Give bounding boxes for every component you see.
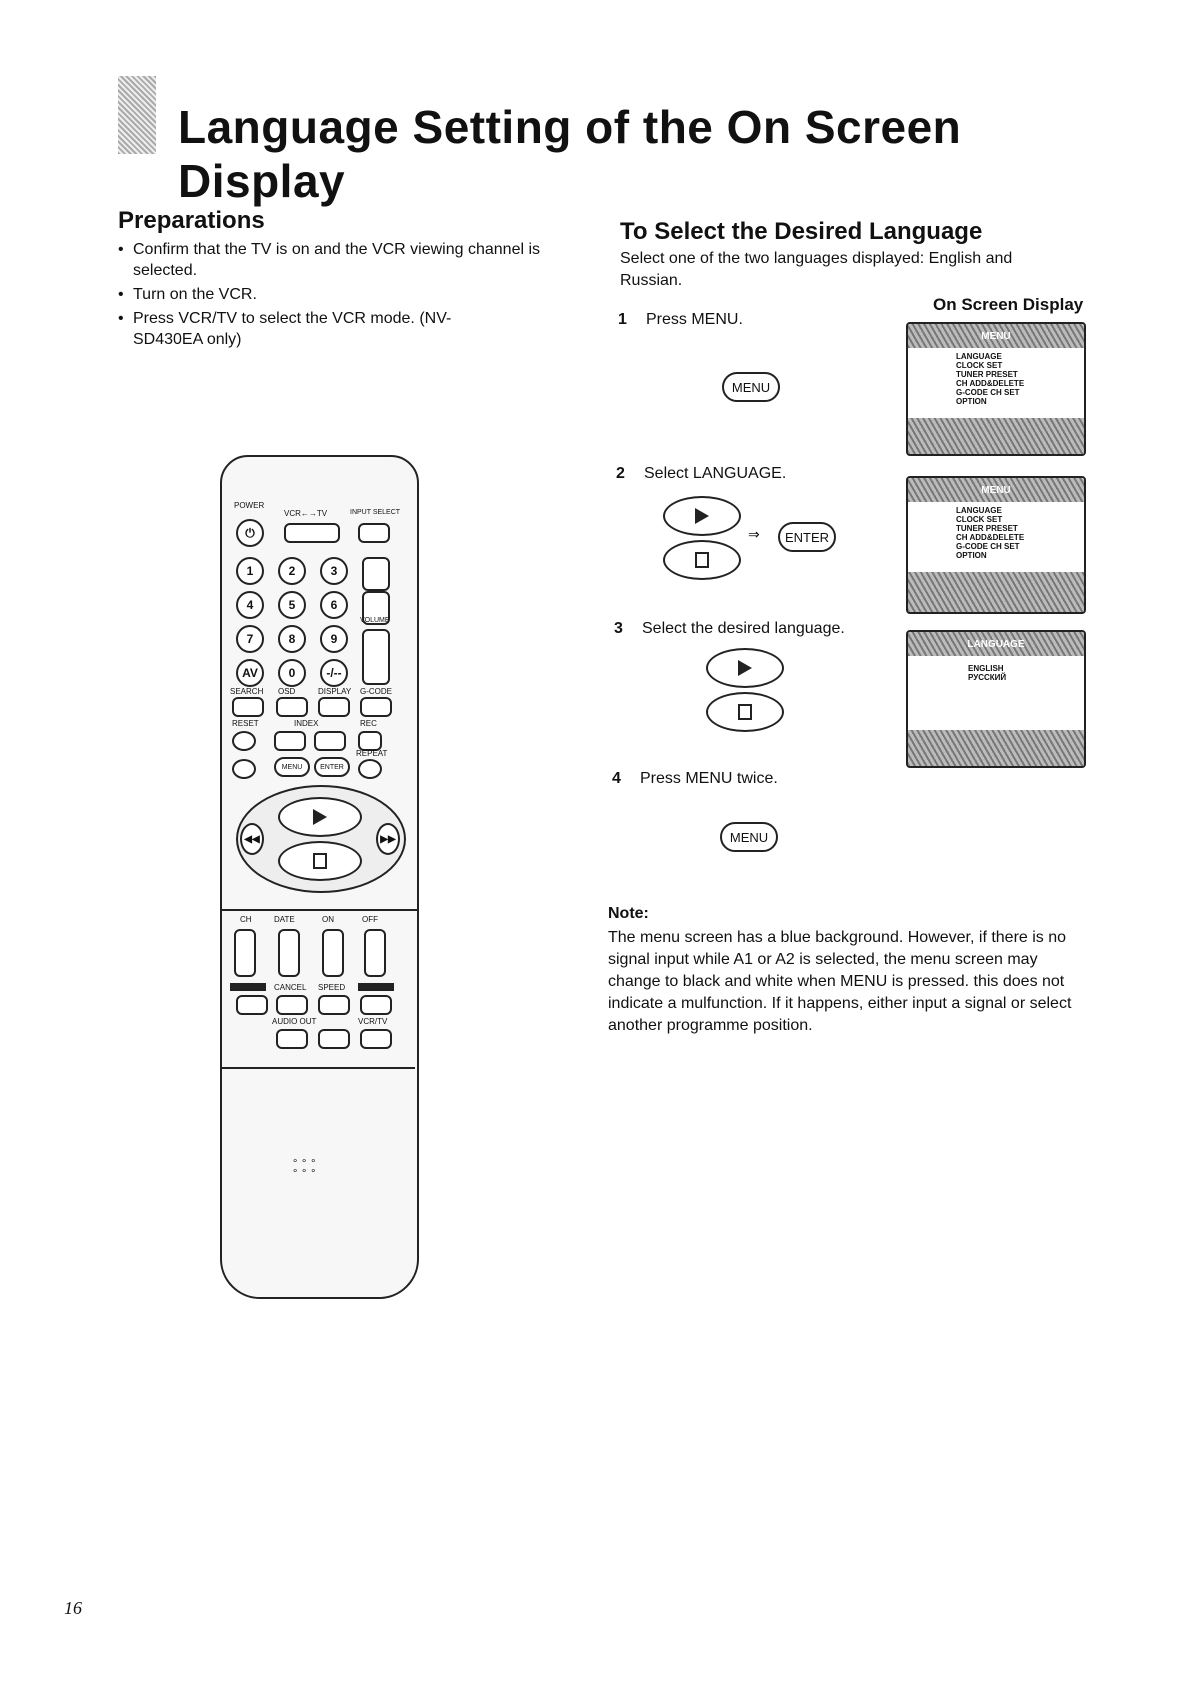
gcode-button[interactable]	[360, 697, 392, 717]
stop-icon	[313, 853, 327, 869]
key-button[interactable]: 1	[236, 557, 264, 585]
step-4	[612, 770, 778, 788]
remote-label: CH	[240, 915, 252, 924]
list-item: • Turn on the VCR.	[118, 284, 598, 305]
remote-label: VCR/TV	[358, 1017, 388, 1026]
ir-window-icon: ∘ ∘ ∘ ∘ ∘ ∘	[292, 1156, 317, 1177]
step-number: 2	[616, 465, 625, 482]
osd-item: CLOCK SET	[956, 515, 1003, 524]
remote-label: VCR←→TV	[284, 509, 328, 518]
osd-item: ENGLISH	[968, 664, 1004, 673]
osd-footer-bar	[908, 730, 1084, 766]
osd-menu-screen-1	[906, 322, 1086, 456]
osd-language-items	[968, 664, 1006, 682]
preparations-section	[118, 207, 598, 353]
step-number: 1	[618, 311, 627, 328]
timer-date-button[interactable]	[278, 929, 300, 977]
play-up-icon	[738, 660, 752, 676]
up-button[interactable]	[706, 648, 784, 688]
osd-item: CLOCK SET	[956, 361, 1003, 370]
key-button[interactable]: AV	[236, 659, 264, 687]
preparations-heading: Preparations	[118, 207, 265, 234]
timer-on-button[interactable]	[322, 929, 344, 977]
prog-label-bar	[230, 983, 266, 991]
select-heading: To Select the Desired Language	[620, 218, 983, 245]
osd-item: G-CODE CH SET	[956, 542, 1020, 551]
step-text: Press MENU twice.	[640, 770, 778, 787]
remote-control	[220, 455, 419, 1299]
stop-button[interactable]	[278, 841, 362, 881]
timer-rec-button[interactable]	[360, 995, 392, 1015]
note-text: The menu screen has a blue background. However, if there is no signal input while A1 or A2 is selected, the menu screen may change to black and white when MENU is pressed. this does not indicate a mulfunction. If it happens, either input a signal or select another programme position.	[608, 929, 1072, 1034]
volume-button[interactable]	[362, 629, 390, 685]
note-section	[608, 905, 1078, 1037]
timer-rec-label-bar	[358, 983, 394, 991]
audio-out-button[interactable]	[276, 1029, 308, 1049]
play-up-icon	[695, 508, 709, 524]
vcr-tv-small-button[interactable]	[360, 1029, 392, 1049]
remote-label: INDEX	[294, 719, 319, 728]
remote-label: CANCEL	[274, 983, 307, 992]
remote-label: REC	[360, 719, 377, 728]
power-button[interactable]: ⏻	[236, 519, 264, 547]
osd-title-bar: MENU	[908, 324, 1084, 348]
key-button[interactable]: 2	[278, 557, 306, 585]
osd-button[interactable]	[276, 697, 308, 717]
pause-button[interactable]	[232, 759, 256, 779]
key-button[interactable]: 8	[278, 625, 306, 653]
key-button[interactable]: 9	[320, 625, 348, 653]
arrow-right-icon: ⇒	[748, 526, 760, 542]
key-button[interactable]: 6	[320, 591, 348, 619]
rec-button[interactable]	[358, 731, 382, 751]
up-button[interactable]	[663, 496, 741, 536]
cancel-button[interactable]	[276, 995, 308, 1015]
osd-item: LANGUAGE	[956, 506, 1002, 515]
note-heading: Note:	[608, 905, 649, 922]
osd-menu-screen-2	[906, 476, 1086, 614]
prog-button[interactable]	[236, 995, 268, 1015]
page-number: 16	[64, 1598, 82, 1618]
index-next-button[interactable]	[314, 731, 346, 751]
key-button[interactable]: 4	[236, 591, 264, 619]
key-button[interactable]: 0	[278, 659, 306, 687]
list-item: • Press VCR/TV to select the VCR mode. (NV-SD430EA only)	[118, 308, 463, 350]
remote-label: RESET	[232, 719, 259, 728]
step-3	[614, 620, 845, 638]
remote-label: POWER	[234, 501, 265, 510]
osd-item: CH ADD&DELETE	[956, 533, 1025, 542]
list-item: • Confirm that the TV is on and the VCR viewing channel is selected.	[118, 239, 598, 281]
title-decoration	[118, 76, 156, 154]
select-intro: Select one of the two languages displayed: English and Russian.	[620, 250, 1013, 289]
osd-footer-bar	[908, 418, 1084, 454]
repeat-button[interactable]	[358, 759, 382, 779]
display-button[interactable]	[318, 697, 350, 717]
remote-label: OFF	[362, 915, 378, 924]
step-number: 4	[612, 770, 621, 787]
remote-label: DATE	[274, 915, 295, 924]
play-button[interactable]	[278, 797, 362, 837]
remote-label: SEARCH	[230, 687, 264, 696]
index-prev-button[interactable]	[274, 731, 306, 751]
remote-label: AUDIO OUT	[272, 1017, 317, 1026]
remote-label: ON	[322, 915, 334, 924]
osd-item: G-CODE CH SET	[956, 388, 1020, 397]
osd-heading: On Screen Display	[933, 295, 1084, 314]
rewind-button[interactable]: ◀◀	[240, 823, 264, 855]
play-icon	[313, 809, 327, 825]
remote-menu-button[interactable]: MENU	[274, 757, 310, 777]
key-button[interactable]: 3	[320, 557, 348, 585]
remote-label: DISPLAY	[318, 687, 352, 696]
speed-button[interactable]	[318, 995, 350, 1015]
osd-title-bar: MENU	[908, 478, 1084, 502]
step-1	[618, 311, 743, 329]
osd-item: OPTION	[956, 397, 987, 406]
input-select-button[interactable]	[358, 523, 390, 543]
osd-menu-items	[956, 506, 1024, 560]
step-2	[616, 465, 786, 483]
osd-menu-items	[956, 352, 1024, 406]
osd-title-bar: LANGUAGE	[908, 632, 1084, 656]
remote-label: G-CODE	[360, 687, 392, 696]
channel-up-button[interactable]	[362, 557, 390, 591]
enter-button[interactable]: ENTER	[778, 522, 836, 552]
key-button[interactable]: 5	[278, 591, 306, 619]
osd-item: OPTION	[956, 551, 987, 560]
down-button[interactable]	[706, 692, 784, 732]
stop-down-icon	[695, 552, 709, 568]
preparations-list	[118, 239, 598, 350]
osd-item: РУССКИЙ	[968, 673, 1007, 682]
timer-off-button[interactable]	[364, 929, 386, 977]
divider	[222, 909, 417, 911]
vcr-tv-button[interactable]	[284, 523, 340, 543]
timer-ch-button[interactable]	[234, 929, 256, 977]
remote-label: OSD	[278, 687, 296, 696]
osd-item: TUNER PRESET	[956, 524, 1018, 533]
search-button[interactable]	[232, 697, 264, 717]
divider	[220, 1067, 415, 1069]
select-section	[620, 218, 1090, 292]
menu-button[interactable]: MENU	[720, 822, 778, 852]
osd-item: TUNER PRESET	[956, 370, 1018, 379]
down-button[interactable]	[663, 540, 741, 580]
osd-item: LANGUAGE	[956, 352, 1002, 361]
remote-label: REPEAT	[356, 749, 388, 758]
menu-button[interactable]: MENU	[722, 372, 780, 402]
key-button[interactable]: -/--	[320, 659, 348, 687]
osd-footer-bar	[908, 572, 1084, 612]
step-text: Press MENU.	[646, 311, 743, 328]
remote-label: VOLUME	[360, 617, 390, 624]
fast-forward-button[interactable]: ▶▶	[376, 823, 400, 855]
remote-label: INPUT SELECT	[350, 509, 401, 516]
page-title: Language Setting of the On Screen Display	[178, 101, 962, 207]
step-text: Select the desired language.	[642, 620, 845, 637]
remote-enter-button[interactable]: ENTER	[314, 757, 350, 777]
osd-item: CH ADD&DELETE	[956, 379, 1025, 388]
osd-language-screen	[906, 630, 1086, 768]
stop-down-icon	[738, 704, 752, 720]
key-button[interactable]: 7	[236, 625, 264, 653]
extra-button[interactable]	[318, 1029, 350, 1049]
reset-button[interactable]	[232, 731, 256, 751]
step-number: 3	[614, 620, 623, 637]
step-text: Select LANGUAGE.	[644, 465, 787, 482]
remote-label: SPEED	[318, 983, 346, 992]
